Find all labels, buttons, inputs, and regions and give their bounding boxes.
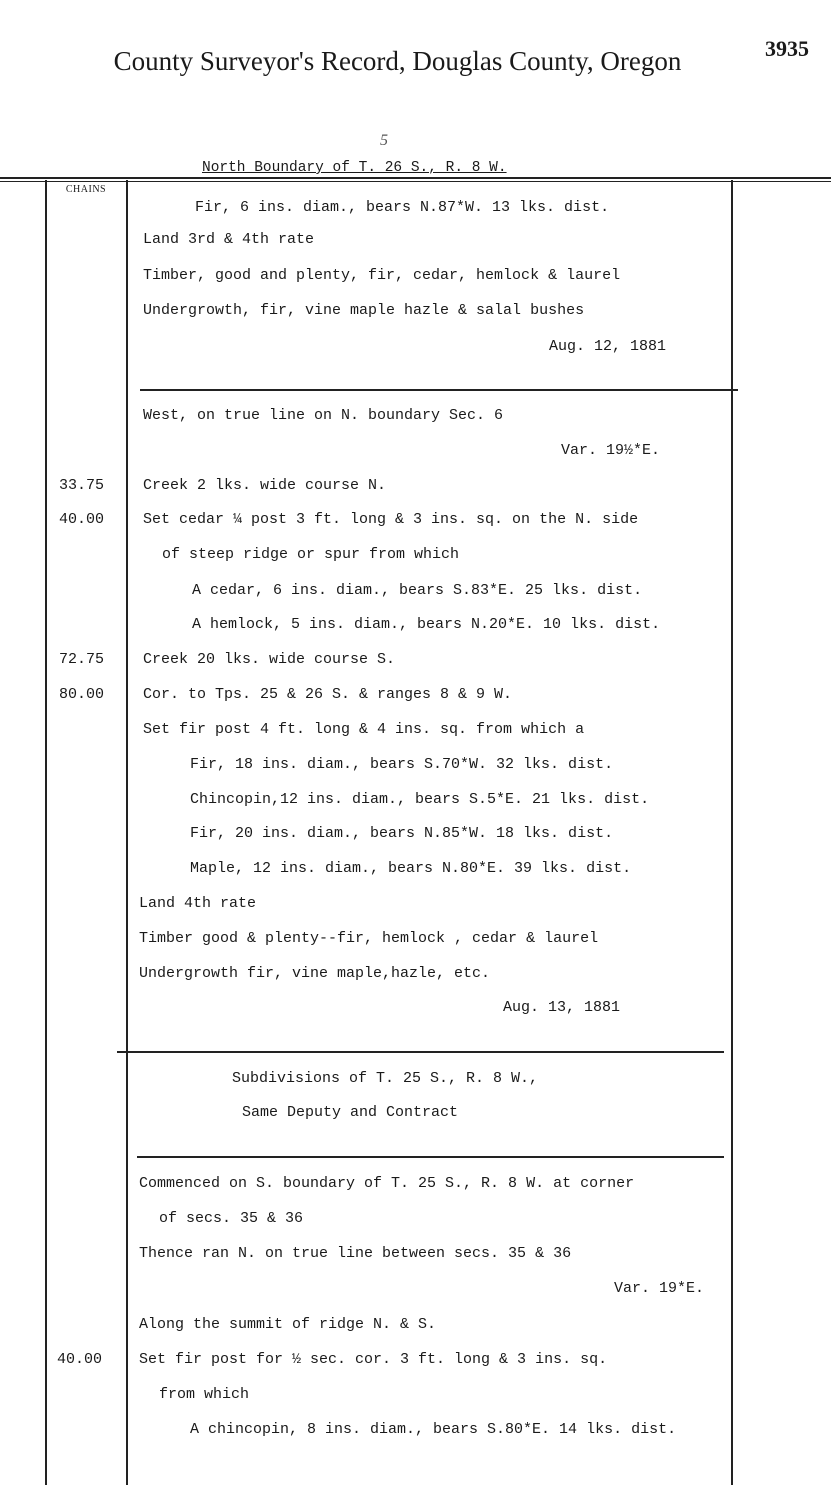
bearing-tree-line: Chincopin,12 ins. diam., bears S.5*E. 21 lks. dist.	[190, 791, 650, 808]
page-number: 3935	[765, 36, 809, 61]
record-line: Along the summit of ridge N. & S.	[139, 1316, 437, 1333]
entry-separator-1	[140, 389, 738, 391]
record-line: Creek 2 lks. wide course N.	[143, 477, 387, 494]
record-line: Undergrowth, fir, vine maple hazle & salal bushes	[143, 302, 585, 319]
record-date: Aug. 12, 1881	[549, 338, 667, 355]
chains-column-label: CHAINS	[65, 184, 107, 195]
record-line: Set cedar ¼ post 3 ft. long & 3 ins. sq. on the N. side	[143, 511, 639, 528]
subdivision-subheading: Same Deputy and Contract	[242, 1104, 459, 1121]
chain-distance: 33.75	[59, 477, 105, 494]
bearing-tree-line: A chincopin, 8 ins. diam., bears S.80*E. 14 lks. dist.	[190, 1421, 677, 1438]
bearing-tree-line: A hemlock, 5 ins. diam., bears N.20*E. 10 lks. dist.	[192, 616, 661, 633]
section-heading	[202, 160, 507, 176]
chains-column-rule	[126, 180, 128, 1485]
record-line: Fir, 6 ins. diam., bears N.87*W. 13 lks. dist.	[195, 199, 610, 216]
record-line: from which	[159, 1386, 250, 1403]
record-line: Land 4th rate	[139, 895, 257, 912]
record-line: Set fir post 4 ft. long & 4 ins. sq. from which a	[143, 721, 585, 738]
record-line: Undergrowth fir, vine maple,hazle, etc.	[139, 965, 491, 982]
record-line: Timber, good and plenty, fir, cedar, hemlock & laurel	[143, 267, 621, 284]
top-rule	[0, 177, 831, 179]
variation-line: Var. 19½*E.	[561, 442, 661, 459]
entry-separator-2	[117, 1051, 724, 1053]
chain-distance: 80.00	[59, 686, 105, 703]
subdivision-heading: Subdivisions of T. 25 S., R. 8 W.,	[232, 1070, 539, 1087]
record-line: Creek 20 lks. wide course S.	[143, 651, 396, 668]
section-heading-text: North Boundary of T. 26 S., R. 8 W.	[202, 160, 507, 176]
bearing-tree-line: Fir, 18 ins. diam., bears S.70*W. 32 lks. dist.	[190, 756, 614, 773]
bearing-tree-line: Maple, 12 ins. diam., bears N.80*E. 39 lks. dist.	[190, 860, 632, 877]
variation-line: Var. 19*E.	[614, 1280, 705, 1297]
record-line: Thence ran N. on true line between secs. 35 & 36	[139, 1245, 572, 1262]
record-line: Timber good & plenty--fir, hemlock , cedar & laurel	[139, 930, 599, 947]
chain-distance: 40.00	[57, 1351, 103, 1368]
record-line: of steep ridge or spur from which	[162, 546, 460, 563]
left-margin-rule	[45, 180, 47, 1485]
top-rule-thin	[0, 181, 831, 182]
document-title: County Surveyor's Record, Douglas County, Oregon	[113, 46, 682, 76]
record-date: Aug. 13, 1881	[503, 999, 621, 1016]
record-line: of secs. 35 & 36	[159, 1210, 304, 1227]
pencil-mark: 5	[380, 132, 388, 149]
record-line: Commenced on S. boundary of T. 25 S., R. 8 W. at corner	[139, 1175, 635, 1192]
bearing-tree-line: Fir, 20 ins. diam., bears N.85*W. 18 lks. dist.	[190, 825, 614, 842]
right-margin-rule	[731, 180, 733, 1485]
record-line: Land 3rd & 4th rate	[143, 231, 315, 248]
entry-separator-3	[137, 1156, 724, 1158]
chain-distance: 72.75	[59, 651, 105, 668]
record-line: Cor. to Tps. 25 & 26 S. & ranges 8 & 9 W.	[143, 686, 513, 703]
chain-distance: 40.00	[59, 511, 105, 528]
course-line: West, on true line on N. boundary Sec. 6	[143, 407, 504, 424]
record-line: Set fir post for ½ sec. cor. 3 ft. long & 3 ins. sq.	[139, 1351, 608, 1368]
bearing-tree-line: A cedar, 6 ins. diam., bears S.83*E. 25 lks. dist.	[192, 582, 643, 599]
